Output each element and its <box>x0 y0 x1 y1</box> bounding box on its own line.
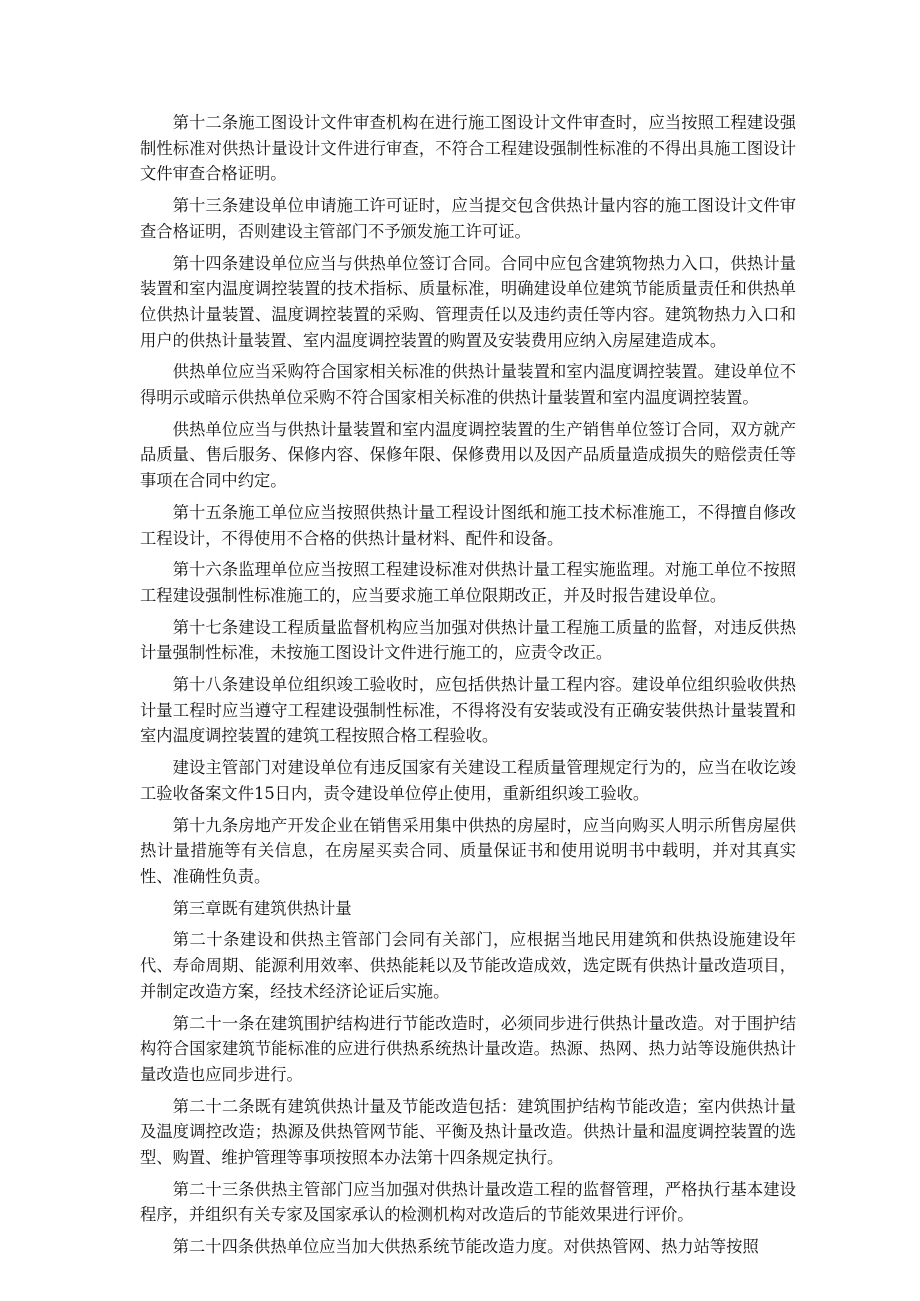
article-14-paragraph-2: 供热单位应当采购符合国家相关标准的供热计量装置和室内温度调控装置。建设单位不得明示或暗示供热单位采购不符合国家相关标准的供热计量装置和室内温度调控装置。 <box>140 362 796 408</box>
article-20-paragraph: 第二十条建设和供热主管部门会同有关部门，应根据当地民用建筑和供热设施建设年代、寿命周期、能源利用效率、供热能耗以及节能改造成效，选定既有供热计量改造项目，并制定改造方案，经技术经济论证后实施。 <box>140 930 796 1001</box>
document-page <box>140 110 796 1266</box>
article-24-paragraph: 第二十四条供热单位应当加大供热系统节能改造力度。对供热管网、热力站等按照 <box>172 1237 759 1257</box>
chapter-3-heading: 第三章既有建筑供热计量 <box>172 898 352 918</box>
article-23-paragraph: 第二十三条供热主管部门应当加强对供热计量改造工程的监督管理，严格执行基本建设程序，并组织有关专家及国家承认的检测机构对改造后的节能效果进行评价。 <box>140 1179 796 1225</box>
article-16-paragraph: 第十六条监理单位应当按照工程建设标准对供热计量工程实施监理。对施工单位不按照工程建设强制性标准施工的，应当要求施工单位限期改正，并及时报告建设单位。 <box>140 560 796 605</box>
article-12-paragraph: 第十二条施工图设计文件审查机构在进行施工图设计文件审查时，应当按照工程建设强制性标准对供热计量设计文件进行审查，不符合工程建设强制性标准的不得出具施工图设计文件审查合格证明。 <box>140 113 796 184</box>
article-14-paragraph-3: 供热单位应当与供热计量装置和室内温度调控装置的生产销售单位签订合同，双方就产品质量、售后服务、保修内容、保修年限、保修费用以及因产品质量造成损失的赔偿责任等事项在合同中约定。 <box>140 419 796 491</box>
article-18-paragraph-2: 建设主管部门对建设单位有违反国家有关建设工程质量管理规定行为的，应当在收讫竣工验收备案文件15日内，责令建设单位停止使用，重新组织竣工验收。 <box>140 758 796 803</box>
article-21-paragraph: 第二十一条在建筑围护结构进行节能改造时，必须同步进行供热计量改造。对于围护结构符合国家建筑节能标准的应进行供热系统热计量改造。热源、热网、热力站等设施供热计量改造也应同步进行。 <box>140 1013 796 1084</box>
article-15-paragraph: 第十五条施工单位应当按照供热计量工程设计图纸和施工技术标准施工，不得擅自修改工程设计，不得使用不合格的供热计量材料、配件和设备。 <box>140 502 796 548</box>
article-17-paragraph: 第十七条建设工程质量监督机构应当加强对供热计量工程施工质量的监督，对违反供热计量强制性标准，未按施工图设计文件进行施工的，应责令改正。 <box>140 617 796 663</box>
article-19-paragraph: 第十九条房地产开发企业在销售采用集中供热的房屋时，应当向购买人明示所售房屋供热计量措施等有关信息，在房屋买卖合同、质量保证书和使用说明书中载明，并对其真实性、准确性负责。 <box>140 815 796 886</box>
article-22-paragraph: 第二十二条既有建筑供热计量及节能改造包括：建筑围护结构节能改造；室内供热计量及温度调控改造；热源及供热管网节能、平衡及热计量改造。供热计量和温度调控装置的选型、购置、维护管理等事项按照本办法第十四条规定执行。 <box>140 1096 796 1168</box>
article-14-paragraph: 第十四条建设单位应当与供热单位签订合同。合同中应包含建筑物热力入口，供热计量装置和室内温度调控装置的技术指标、质量标准，明确建设单位建筑节能质量责任和供热单位供热计量装置、温度调控装置的采购、管理责任以及违约责任等内容。建筑物热力入口和用户的供热计量装置、室内温度调控装置的购置及安装费用应纳入房屋建造成本。 <box>140 253 796 350</box>
article-18-paragraph: 第十八条建设单位组织竣工验收时，应包括供热计量工程内容。建设单位组织验收供热计量工程时应当遵守工程建设强制性标准，不得将没有安装或没有正确安装供热计量装置和室内温度调控装置的建筑工程按照合格工程验收。 <box>140 675 796 746</box>
article-13-paragraph: 第十三条建设单位申请施工许可证时，应当提交包含供热计量内容的施工图设计文件审查合格证明，否则建设主管部门不予颁发施工许可证。 <box>140 196 796 241</box>
